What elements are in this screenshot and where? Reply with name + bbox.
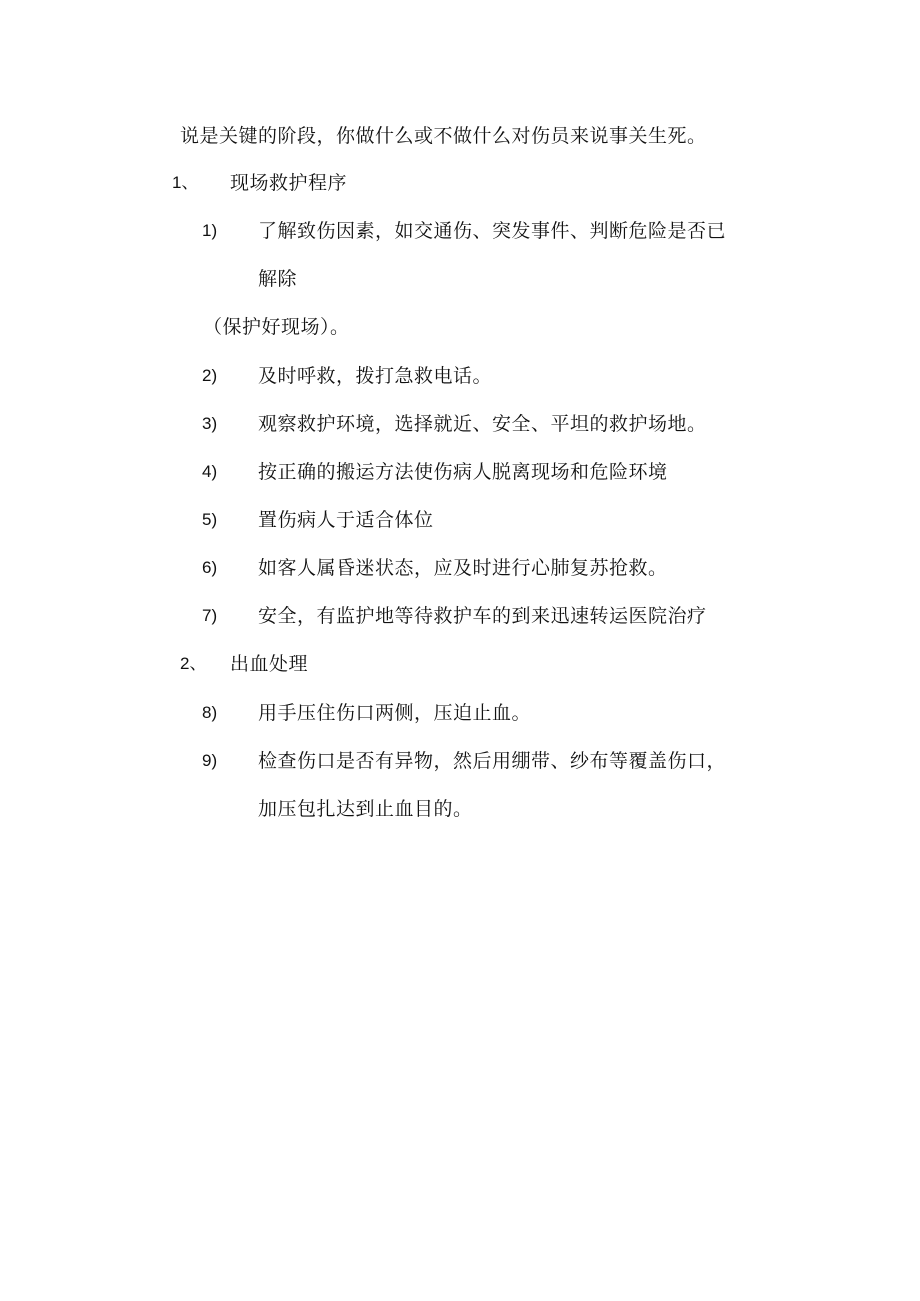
- item-9-text: 检查伤口是否有异物，然后用绷带、纱布等覆盖伤口，: [258, 750, 727, 772]
- item-6-text: 如客人属昏迷状态，应及时进行心肺复苏抢救。: [258, 557, 668, 579]
- section-2-title: 出血处理: [230, 653, 309, 675]
- section-1-number: 1、: [172, 173, 199, 192]
- intro-text: 说是关键的阶段，你做什么或不做什么对伤员来说事关生死。: [180, 125, 707, 147]
- item-7-text: 安全，有监护地等待救护车的到来迅速转运医院治疗: [258, 605, 707, 627]
- item-1-number: 1): [202, 221, 218, 240]
- item-7-number: 7): [202, 606, 218, 625]
- item-8-text: 用手压住伤口两侧，压迫止血。: [258, 702, 532, 724]
- item-4-text: 按正确的搬运方法使伤病人脱离现场和危险环境: [258, 461, 668, 483]
- item-2-number: 2): [202, 366, 218, 385]
- item-4-number: 4): [202, 462, 218, 481]
- item-3-text: 观察救护环境，选择就近、安全、平坦的救护场地。: [258, 413, 707, 435]
- section-1-title: 现场救护程序: [230, 172, 348, 194]
- item-5-text: 置伤病人于适合体位: [258, 509, 434, 531]
- section-1-note: （保护好现场）。: [203, 316, 350, 338]
- item-9-continuation: 加压包扎达到止血目的。: [258, 798, 473, 820]
- item-2-text: 及时呼救，拨打急救电话。: [258, 365, 493, 387]
- item-6-number: 6): [202, 558, 218, 577]
- item-8-number: 8): [202, 703, 218, 722]
- item-3-number: 3): [202, 414, 218, 433]
- item-9-number: 9): [202, 751, 218, 770]
- item-5-number: 5): [202, 510, 218, 529]
- section-2-number: 2、: [180, 654, 207, 673]
- item-1-continuation: 解除: [258, 268, 298, 290]
- item-1-text: 了解致伤因素，如交通伤、突发事件、判断危险是否已: [258, 220, 727, 242]
